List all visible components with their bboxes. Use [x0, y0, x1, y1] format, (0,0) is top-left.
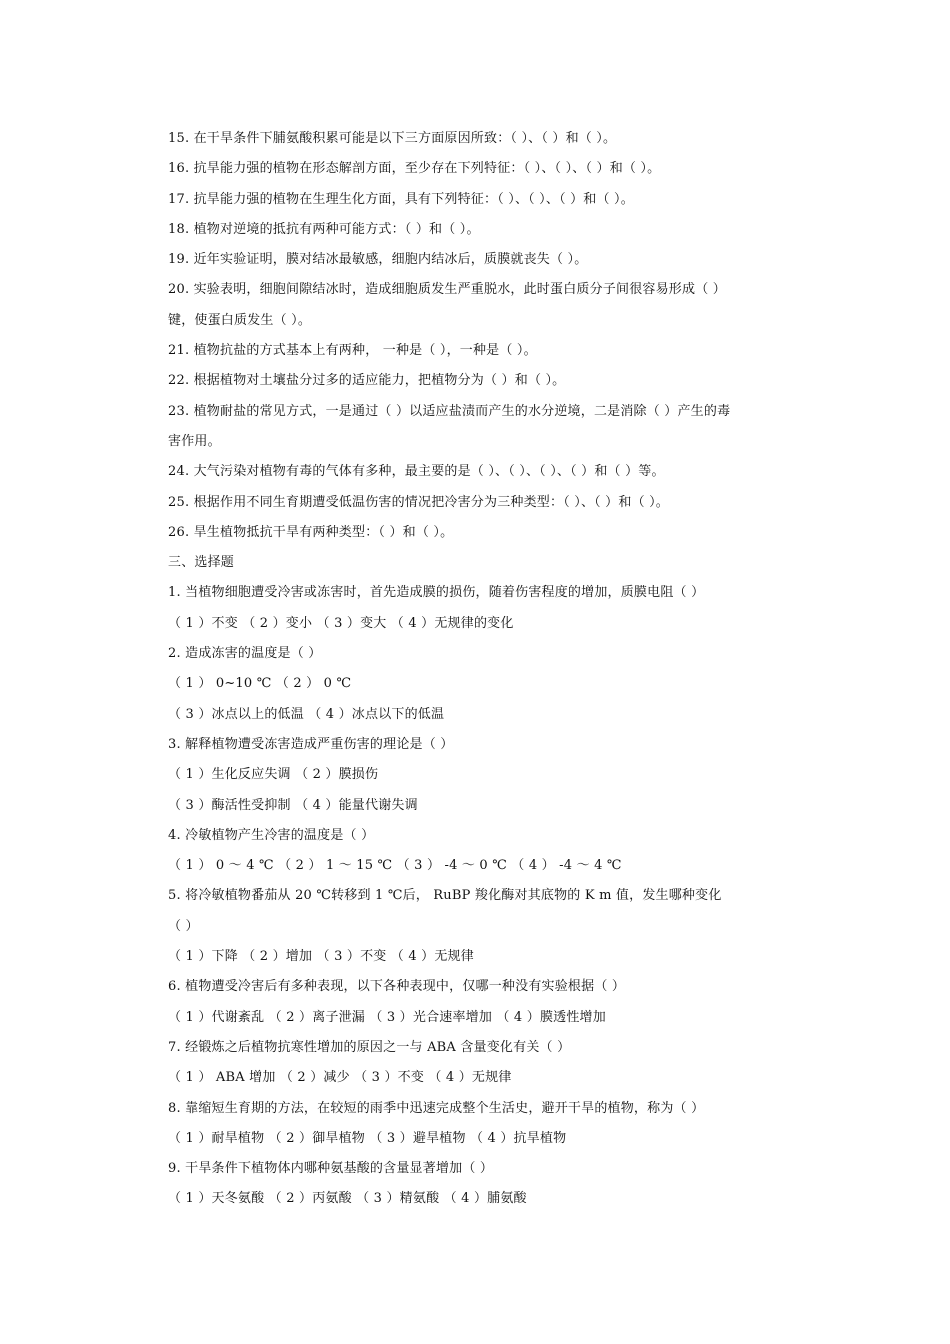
- question-line: 5. 将冷敏植物番茄从 20 ℃转移到 1 ℃后， RuBP 羧化酶对其底物的 K m 值，发生哪种变化: [168, 888, 722, 904]
- text-line: 16. 抗旱能力强的植物在形态解剖方面，至少存在下列特征：（ ）、（ ）、（ ）和（ ）。: [168, 161, 661, 177]
- options-line: （ 1 ）下降 （ 2 ）增加 （ 3 ）不变 （ 4 ）无规律: [168, 949, 474, 965]
- text-line: 15. 在干旱条件下脯氨酸积累可能是以下三方面原因所致：（ ）、（ ）和（ ）。: [168, 131, 617, 146]
- text-line: 18. 植物对逆境的抵抗有两种可能方式：（ ）和（ ）。: [168, 221, 480, 237]
- question-line: 8. 靠缩短生育期的方法，在较短的雨季中迅速完成整个生活史，避开干旱的植物，称为（ ）: [168, 1100, 705, 1116]
- question-line: 2. 造成冻害的温度是（ ）: [168, 646, 322, 662]
- options-line: （ 1 ）生化反应失调 （ 2 ）膜损伤: [168, 767, 379, 783]
- options-line: （ 1 ） ABA 增加 （ 2 ）减少 （ 3 ）不变 （ 4 ）无规律: [168, 1070, 512, 1086]
- options-line: （ 1 ）天冬氨酸 （ 2 ）丙氨酸 （ 3 ）精氨酸 （ 4 ）脯氨酸: [168, 1191, 527, 1207]
- text-line: 24. 大气污染对植物有毒的气体有多种，最主要的是（ ）、（ ）、（ ）、（ ）和（ ）等。: [168, 464, 665, 480]
- text-line: 23. 植物耐盐的常见方式，一是通过（ ）以适应盐渍而产生的水分逆境，二是消除（ ）产生的毒: [168, 403, 731, 419]
- question-line: 7. 经锻炼之后植物抗寒性增加的原因之一与 ABA 含量变化有关（ ）: [168, 1039, 571, 1055]
- question-line: 3. 解释植物遭受冻害造成严重伤害的理论是（ ）: [168, 736, 454, 752]
- text-line: 害作用。: [168, 433, 221, 449]
- text-line: 26. 旱生植物抵抗干旱有两种类型：（ ）和（ ）。: [168, 524, 454, 540]
- options-line: （ 1 ）不变 （ 2 ）变小 （ 3 ）变大 （ 4 ）无规律的变化: [168, 615, 514, 631]
- text-line: 25. 根据作用不同生育期遭受低温伤害的情况把冷害分为三种类型：（ ）、（ ）和（ ）。: [168, 494, 670, 510]
- options-line: （ 1 ） 0 ～ 4 ℃ （ 2 ） 1 ～ 15 ℃ （ 3 ） -4 ～ 0 ℃ （ 4 ） -4 ～ 4 ℃: [168, 858, 622, 874]
- text-line: 20. 实验表明，细胞间隙结冰时，造成细胞质发生严重脱水，此时蛋白质分子间很容易形成（ ）: [168, 282, 726, 298]
- question-line: 6. 植物遭受冷害后有多种表现，以下各种表现中，仅哪一种没有实验根据（ ）: [168, 979, 626, 995]
- document-body: [168, 124, 788, 1215]
- text-line: 21. 植物抗盐的方式基本上有两种， 一种是（ ），一种是（ ）。: [168, 343, 537, 359]
- options-line: （ 1 ）耐旱植物 （ 2 ）御旱植物 （ 3 ）避旱植物 （ 4 ）抗旱植物: [168, 1130, 567, 1146]
- text-line: 键，使蛋白质发生（ ）。: [168, 312, 312, 328]
- question-line: 1. 当植物细胞遭受冷害或冻害时，首先造成膜的损伤，随着伤害程度的增加，质膜电阻（ ）: [168, 585, 705, 601]
- question-line: （ ）: [168, 918, 199, 934]
- section-heading: 三、选择题: [168, 555, 235, 571]
- options-line: （ 1 ） 0~10 ℃ （ 2 ） 0 ℃: [168, 676, 352, 692]
- options-line: （ 1 ）代谢紊乱 （ 2 ）离子泄漏 （ 3 ）光合速率增加 （ 4 ）膜透性增加: [168, 1009, 606, 1025]
- options-line: （ 3 ）酶活性受抑制 （ 4 ）能量代谢失调: [168, 797, 418, 813]
- text-line: 22. 根据植物对土壤盐分过多的适应能力，把植物分为（ ）和（ ）。: [168, 373, 566, 389]
- question-line: 4. 冷敏植物产生冷害的温度是（ ）: [168, 827, 375, 843]
- options-line: （ 3 ）冰点以上的低温 （ 4 ）冰点以下的低温: [168, 706, 445, 722]
- text-line: 17. 抗旱能力强的植物在生理生化方面，具有下列特征：（ ）、（ ）、（ ）和（ ）。: [168, 191, 634, 207]
- question-line: 9. 干旱条件下植物体内哪种氨基酸的含量显著增加（ ）: [168, 1161, 494, 1177]
- text-line: 19. 近年实验证明，膜对结冰最敏感，细胞内结冰后，质膜就丧失（ ）。: [168, 252, 588, 268]
